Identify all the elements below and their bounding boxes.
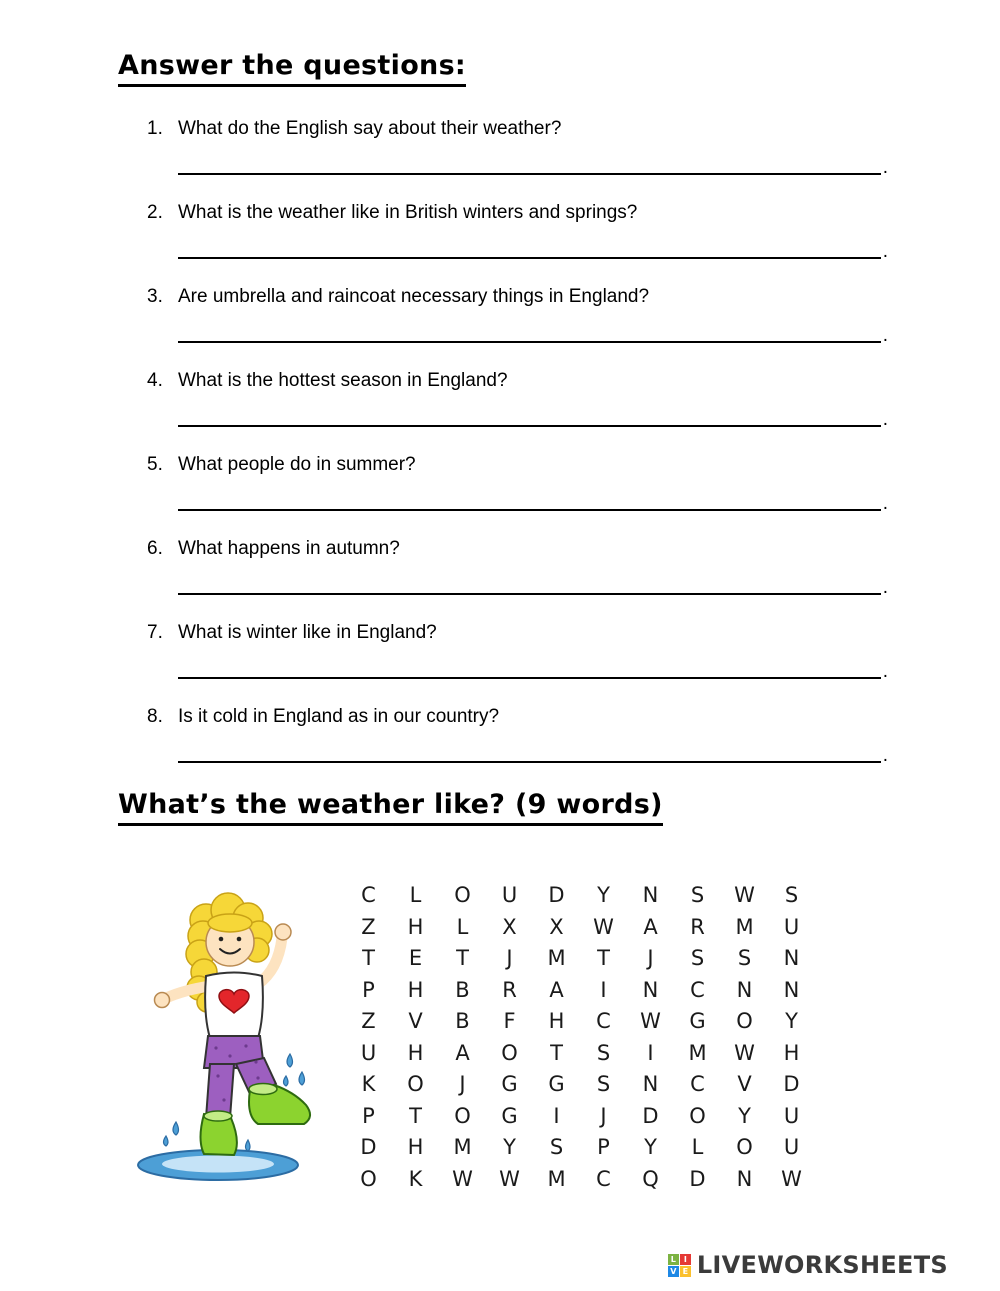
wordsearch-letter[interactable]: M [688, 1040, 707, 1065]
wordsearch-letter[interactable]: O [736, 1009, 753, 1033]
wordsearch-letter[interactable]: M [547, 946, 566, 970]
question-number: 4. [147, 370, 163, 391]
wordsearch-letter[interactable]: A [455, 1040, 470, 1065]
footer [668, 1251, 948, 1279]
wordsearch-letter[interactable]: W [734, 883, 755, 907]
wordsearch-letter[interactable]: C [596, 1166, 611, 1191]
wordsearch-letter[interactable]: Z [361, 1009, 376, 1033]
wordsearch-letter[interactable]: S [596, 1072, 611, 1096]
wordsearch-letter[interactable]: N [642, 1072, 659, 1096]
question-number: 3. [147, 286, 163, 307]
answer-line-period: . [882, 745, 888, 766]
wordsearch-row [345, 943, 815, 975]
question-item [147, 369, 1000, 430]
wordsearch-letter[interactable]: J [600, 1103, 607, 1128]
wordsearch-letter[interactable]: Z [361, 914, 376, 939]
question-item [147, 705, 1000, 766]
wordsearch-letter[interactable]: H [407, 1135, 424, 1159]
wordsearch-row [345, 912, 815, 944]
answer-blank-line[interactable] [178, 321, 888, 346]
answer-underline[interactable] [178, 743, 881, 763]
wordsearch-letter[interactable]: D [360, 1135, 377, 1159]
wordsearch-letter[interactable]: M [735, 914, 754, 939]
wordsearch-letter[interactable]: I [553, 1103, 560, 1128]
wordsearch-row [345, 1101, 815, 1133]
answer-blank-line[interactable] [178, 237, 888, 262]
wordsearch-letter[interactable]: U [360, 1040, 377, 1065]
wordsearch-letter[interactable]: V [737, 1072, 752, 1096]
wordsearch-letter[interactable]: P [362, 977, 375, 1002]
wordsearch-letter[interactable]: S [690, 883, 705, 907]
answer-blank-line[interactable] [178, 489, 888, 514]
wordsearch-letter[interactable]: X [502, 914, 517, 939]
wordsearch-letter[interactable]: R [690, 914, 705, 939]
wordsearch-letter[interactable]: J [506, 946, 513, 970]
face [206, 914, 254, 966]
wordsearch-letter[interactable]: V [408, 1009, 423, 1033]
question-item [147, 285, 1000, 346]
wordsearch-letter[interactable]: T [597, 946, 610, 970]
question-number: 8. [147, 706, 163, 727]
wordsearch-letter[interactable]: T [409, 1103, 422, 1128]
wordsearch-letter[interactable]: Y [644, 1135, 657, 1159]
question-text: What is the weather like in British winters and springs? [178, 202, 638, 223]
wordsearch-row [345, 975, 815, 1007]
wordsearch-section-title-text: What’s the weather like? (9 words) [118, 789, 663, 826]
wordsearch-letter[interactable]: I [647, 1040, 654, 1065]
wordsearch-letter[interactable]: J [459, 1072, 466, 1096]
wordsearch-letter[interactable]: M [547, 1166, 566, 1191]
answer-underline[interactable] [178, 659, 881, 679]
wordsearch-row [345, 880, 815, 912]
wordsearch-letter[interactable]: X [549, 914, 564, 939]
logo-square: E [680, 1266, 691, 1277]
question-text: What people do in summer? [178, 454, 416, 475]
logo-square: V [668, 1266, 679, 1277]
wordsearch-letter[interactable]: G [501, 1072, 518, 1096]
wordsearch-letter[interactable]: N [736, 1166, 753, 1191]
wordsearch-row [345, 1132, 815, 1164]
answer-line-period: . [882, 493, 888, 514]
wordsearch-letter[interactable]: G [501, 1103, 518, 1128]
wordsearch-letter[interactable]: N [783, 977, 800, 1002]
answer-blank-line[interactable] [178, 153, 888, 178]
wordsearch-letter[interactable]: F [503, 1009, 516, 1033]
wordsearch-letter[interactable]: S [549, 1135, 564, 1159]
question-number: 6. [147, 538, 163, 559]
wordsearch-letter[interactable]: H [407, 977, 424, 1002]
wordsearch-letter[interactable]: H [548, 1009, 565, 1033]
question-item [147, 453, 1000, 514]
logo-square: I [680, 1254, 691, 1265]
wordsearch-letter[interactable]: H [407, 914, 424, 939]
question-number: 7. [147, 622, 163, 643]
wordsearch-letter[interactable]: W [593, 914, 614, 939]
wordsearch-letter[interactable]: N [736, 977, 753, 1002]
question-item [147, 201, 1000, 262]
wordsearch-letter[interactable]: O [501, 1040, 518, 1065]
wordsearch-letter[interactable]: C [596, 1009, 611, 1033]
answer-blank-line[interactable] [178, 405, 888, 430]
wordsearch-letter[interactable]: Y [785, 1009, 798, 1033]
wordsearch-letter[interactable]: N [642, 977, 659, 1002]
answer-blank-line[interactable] [178, 657, 888, 682]
wordsearch-letter[interactable]: L [409, 883, 422, 907]
question-number: 2. [147, 202, 163, 223]
wordsearch-letter[interactable]: U [783, 1103, 800, 1128]
answer-line-period: . [882, 241, 888, 262]
wordsearch-letter[interactable]: H [407, 1040, 424, 1065]
question-text: Are umbrella and raincoat necessary things in England? [178, 286, 650, 307]
wordsearch-letter[interactable]: P [362, 1103, 375, 1128]
wordsearch-letter[interactable]: N [783, 946, 800, 970]
wordsearch-letter[interactable]: P [597, 1135, 610, 1159]
girl-illustration-svg [118, 878, 330, 1188]
wordsearch-letter[interactable]: A [549, 977, 564, 1002]
wordsearch-section-title [118, 789, 1000, 826]
liveworksheets-brand-text[interactable]: LIVEWORKSHEETS [696, 1251, 948, 1279]
wordsearch-letter[interactable]: G [689, 1009, 706, 1033]
question-text: What do the English say about their weather? [178, 118, 562, 139]
wordsearch-letter[interactable]: D [689, 1166, 706, 1191]
wordsearch-grid [345, 880, 815, 1195]
answer-underline[interactable] [178, 155, 881, 175]
answer-line-period: . [882, 157, 888, 178]
wordsearch-letter[interactable]: O [689, 1103, 706, 1128]
wordsearch-letter[interactable]: W [734, 1040, 755, 1065]
wordsearch-letter[interactable]: T [456, 946, 469, 970]
answer-blank-line[interactable] [178, 573, 888, 598]
wordsearch-letter[interactable]: A [643, 914, 658, 939]
wordsearch-letter[interactable]: D [783, 1072, 800, 1096]
wordsearch-letter[interactable]: W [781, 1166, 802, 1191]
wordsearch-letter[interactable]: B [455, 977, 470, 1002]
wordsearch-letter[interactable]: D [548, 883, 565, 907]
wordsearch-letter[interactable]: R [502, 977, 517, 1002]
wordsearch-row [345, 1006, 815, 1038]
wordsearch-letter[interactable]: I [600, 977, 607, 1002]
wordsearch-letter[interactable]: U [501, 883, 518, 907]
wordsearch-letter[interactable]: S [784, 883, 799, 907]
wordsearch-letter[interactable]: J [647, 946, 654, 970]
wordsearch-letter[interactable]: O [454, 883, 471, 907]
wordsearch-letter[interactable]: W [499, 1166, 520, 1191]
wordsearch-letter[interactable]: E [408, 946, 423, 970]
wordsearch-letter[interactable]: W [452, 1166, 473, 1191]
answer-underline[interactable] [178, 407, 881, 427]
wordsearch-letter[interactable]: S [596, 1040, 611, 1065]
wordsearch-letter[interactable]: U [783, 1135, 800, 1159]
answer-line-period: . [882, 577, 888, 598]
wordsearch-row [345, 1038, 815, 1070]
answer-line-period: . [882, 325, 888, 346]
wordsearch-letter[interactable]: C [361, 883, 376, 907]
wordsearch-letter[interactable]: W [640, 1009, 661, 1033]
wordsearch-letter[interactable]: Y [503, 1135, 516, 1159]
wordsearch-letter[interactable]: K [408, 1166, 423, 1191]
wordsearch-letter[interactable]: N [642, 883, 659, 907]
girl-in-puddle-illustration [118, 878, 330, 1193]
question-text: What happens in autumn? [178, 538, 400, 559]
answer-line-period: . [882, 409, 888, 430]
wordsearch-letter[interactable]: T [550, 1040, 563, 1065]
question-number: 5. [147, 454, 163, 475]
wordsearch-letter[interactable]: L [691, 1135, 704, 1159]
wordsearch-letter[interactable]: K [361, 1072, 376, 1096]
wordsearch-letter[interactable]: U [783, 914, 800, 939]
wordsearch-letter[interactable]: S [690, 946, 705, 970]
wordsearch-letter[interactable]: M [453, 1135, 472, 1159]
answer-underline[interactable] [178, 491, 881, 511]
wordsearch-letter[interactable]: O [454, 1103, 471, 1128]
wordsearch-letter[interactable]: C [690, 977, 705, 1002]
wordsearch-letter[interactable]: O [360, 1166, 377, 1191]
wordsearch-letter[interactable]: O [736, 1135, 753, 1159]
wordsearch-letter[interactable]: C [690, 1072, 705, 1096]
wordsearch-letter[interactable]: Q [642, 1166, 659, 1191]
questions-section-title-text: Answer the questions: [118, 50, 466, 87]
wordsearch-row [345, 1164, 815, 1196]
question-text: What is the hottest season in England? [178, 370, 508, 391]
liveworksheets-logo-icon[interactable] [668, 1254, 691, 1277]
logo-square: L [668, 1254, 679, 1265]
question-text: What is winter like in England? [178, 622, 437, 643]
answer-line-period: . [882, 661, 888, 682]
answer-underline[interactable] [178, 239, 881, 259]
wordsearch-section [118, 878, 1000, 1195]
wordsearch-row [345, 1069, 815, 1101]
questions-section-title [118, 50, 1000, 87]
wordsearch-letter[interactable]: Y [738, 1103, 751, 1128]
wordsearch-letter[interactable]: H [783, 1040, 800, 1065]
answer-underline[interactable] [178, 575, 881, 595]
wordsearch-letter[interactable]: L [456, 914, 469, 939]
wordsearch-letter[interactable]: O [407, 1072, 424, 1096]
wordsearch-letter[interactable]: G [548, 1072, 565, 1096]
wordsearch-letter[interactable]: D [642, 1103, 659, 1128]
wordsearch-letter[interactable]: S [737, 946, 752, 970]
questions-list [147, 117, 1000, 766]
question-item [147, 117, 1000, 178]
question-item [147, 537, 1000, 598]
question-text: Is it cold in England as in our country? [178, 706, 500, 727]
wordsearch-letter[interactable]: T [362, 946, 375, 970]
wordsearch-letter[interactable]: B [455, 1009, 470, 1033]
question-number: 1. [147, 118, 163, 139]
wordsearch-letter[interactable]: Y [597, 883, 610, 907]
answer-blank-line[interactable] [178, 741, 888, 766]
answer-underline[interactable] [178, 323, 881, 343]
question-item [147, 621, 1000, 682]
